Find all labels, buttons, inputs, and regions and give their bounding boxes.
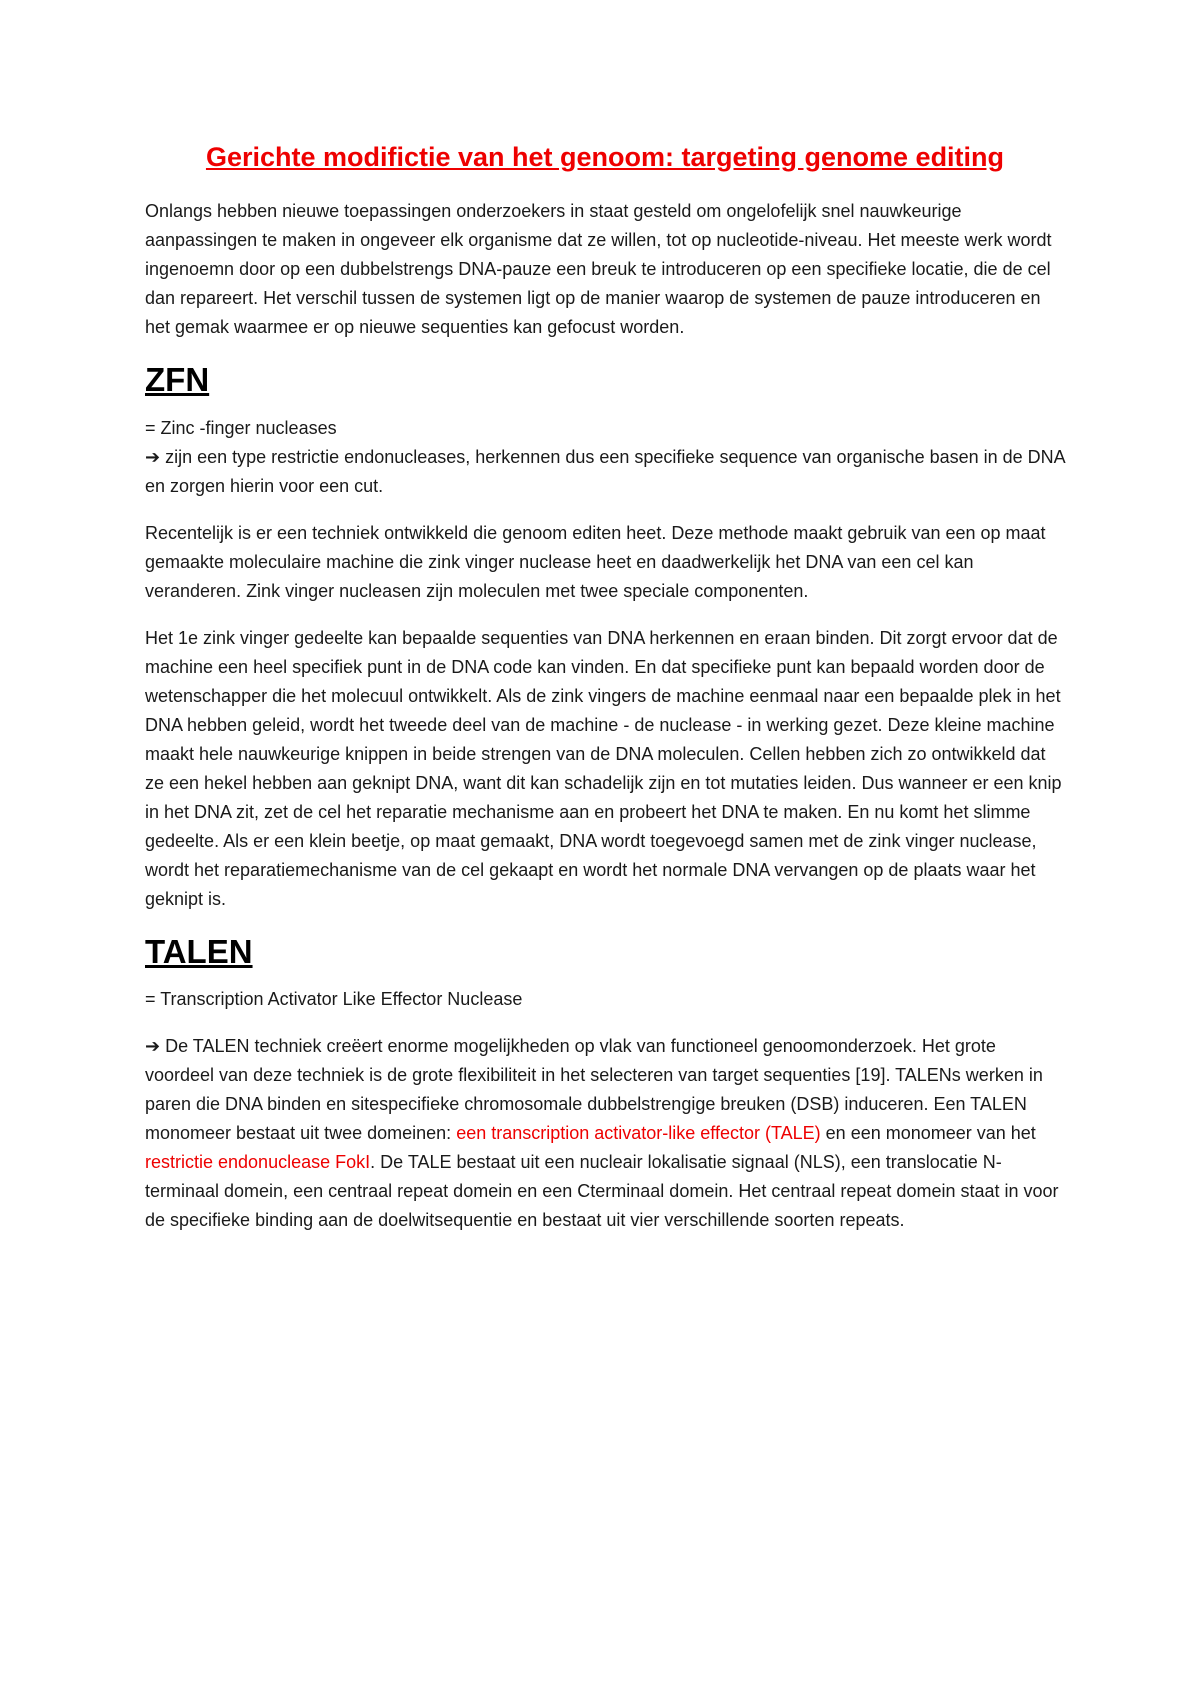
right-arrow-icon: ➔: [145, 446, 161, 468]
talen-definition: = Transcription Activator Like Effector Nuclease: [145, 989, 523, 1010]
zfn-definition: = Zinc -finger nucleases: [145, 417, 337, 438]
talen-paragraph: [145, 1032, 1065, 1235]
zfn-heading: ZFN: [145, 361, 210, 399]
document-title: Gerichte modifictie van het genoom: targeting genome editing: [205, 142, 1005, 172]
document-body: [145, 140, 1065, 1253]
zfn-arrow-text: zijn een type restrictie endonucleases, herkennen dus een specifieke sequence van organische basen in de DNA en zorgen hierin voor een cut.: [145, 446, 1065, 496]
intro-paragraph: Onlangs hebben nieuwe toepassingen onderzoekers in staat gesteld om ongelofelijk snel nauwkeurige aanpassingen te maken in ongeveer elk organisme dat ze willen, tot op nucleotide-niveau. Het meeste werk wordt ingenoemn door op een dubbelstrengs DNA-pauze een breuk te introduceren op een specifieke locatie, die de cel dan repareert. Het verschil tussen de systemen ligt op de manier waarop de systemen de pauze introduceren en het gemak waarmee er op nieuwe sequenties kan gefocust worden.: [145, 201, 1052, 338]
zfn-paragraph-2: Het 1e zink vinger gedeelte kan bepaalde sequenties van DNA herkennen en eraan binden. Dit zorgt ervoor dat de machine een heel specifiek punt in de DNA code kan vinden. En dat specifieke punt kan bepaald worden door de wetenschapper die het molecuul ontwikkelt. Als de zink vingers de machine eenmaal naar een bepaalde plek in het DNA hebben geleid, wordt het tweede deel van de machine - de nuclease - in werking gezet. Deze kleine machine maakt hele nauwkeurige knippen in beide strengen van de DNA moleculen. Cellen hebben zich zo ontwikkeld dat ze een hekel hebben aan geknipt DNA, want dit kan schadelijk zijn en tot mutaties leiden. Dus wanneer er een knip in het DNA zit, zet de cel het reparatie mechanisme aan en probeert het DNA te maken. En nu komt het slimme gedeelte. Als er een klein beetje, op maat gemaakt, DNA wordt toegevoegd samen met de zink vinger nuclease, wordt het reparatiemechanisme van de cel gekaapt en wordt het normale DNA vervangen op de plaats waar het geknipt is.: [145, 627, 1062, 909]
right-arrow-icon: ➔: [145, 1036, 161, 1058]
zfn-arrow-paragraph: [145, 443, 1065, 501]
talen-text-part-1: De TALEN techniek creëert enorme mogelijkheden op vlak van functioneel genoomonderzoek. Het grote voordeel van deze techniek is de grote flexibiliteit in het selecteren van target sequenties [19]. TALENs werken in paren die DNA binden en sitespecifieke chromosomale dubbelstrengige breuken (DSB) induceren. Een TALEN monomeer bestaat uit twee domeinen:: [145, 1036, 1043, 1144]
talen-heading: TALEN: [145, 932, 253, 970]
zfn-paragraph-1: Recentelijk is er een techniek ontwikkeld die genoom editen heet. Deze methode maakt gebruik van een op maat gemaakte moleculaire machine die zink vinger nuclease heet en daadwerkelijk het DNA van een cel kan veranderen. Zink vinger nucleasen zijn moleculen met twee speciale componenten.: [145, 522, 1046, 601]
talen-text-part-3: . De TALE bestaat uit een nucleair lokalisatie signaal (NLS), een translocatie N-terminaal domein, een centraal repeat domein en een Cterminaal domein. Het centraal repeat domein staat in voor de specifieke binding aan de doelwitsequentie en bestaat uit vier verschillende soorten repeats.: [145, 1152, 1059, 1231]
talen-text-part-2: en een monomeer van het: [820, 1123, 1036, 1144]
talen-highlight-foki: restrictie endonuclease FokI: [145, 1152, 371, 1173]
talen-highlight-tale: een transcription activator-like effector (TALE): [456, 1123, 821, 1144]
